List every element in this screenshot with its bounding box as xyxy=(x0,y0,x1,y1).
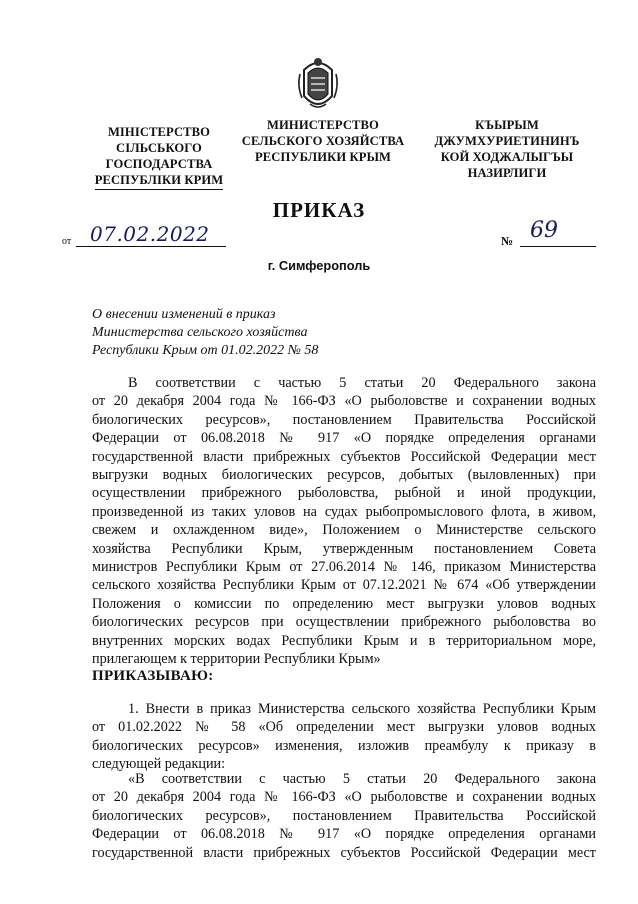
order-item-1: 1. Внести в приказ Министерства сельского хозяйства Республики Крым от 01.02.2022 № 58 «Об определении мест выгрузки уловов водных биологических ресурсов» изменения, изложив преамбулу к приказу в следующей редакции: xyxy=(92,701,596,773)
coat-of-arms-icon xyxy=(296,54,340,114)
ministry-russian-name: МИНИСТЕРСТВО СЕЛЬСКОГО ХОЗЯЙСТВА РЕСПУБЛИКИ КРЫМ xyxy=(241,118,405,164)
order-subject: О внесении изменений в приказ Министерства сельского хозяйства Республики Крым от 01.02.2022 № 58 xyxy=(92,307,319,358)
city-name: г. Симферополь xyxy=(267,258,371,273)
number-label: № xyxy=(501,234,514,248)
handwritten-number: 69 xyxy=(530,218,558,243)
date-label: от xyxy=(62,236,72,247)
ministry-crimean-tatar-name: КЪЫРЫМ ДЖУМХУРИЕТИНИНЪ КОЙ ХОДЖАЛЫГЪЫ НАЗИРЛИГИ xyxy=(434,118,580,180)
preamble-paragraph: В соответствии с частью 5 статьи 20 Федерального закона от 20 декабря 2004 года № 166-ФЗ «О рыболовстве и сохранении водных биологических ресурсов», постановлением Правительства Российской Федерации от 06.08.2018 № 917 «О порядке определения органами государственной власти прибрежных субъектов Российской Федерации мест выгрузки водных биологических ресурсов, добытых (выловленных) при осуществлении прибрежного рыболовства, рыбной и иной продукции, произведенной из таких уловов на судах рыбопромыслового флота, в живом, свежем и охлажденном виде», Положением о Министерстве сельского хозяйства Республики Крым, утвержденным постановлением Совета министров Республики Крым от 27.06.2014 № 146, приказом Министерства сельского хозяйства Республики Крым от 07.12.2021 № 674 «Об утверждении Положения о комиссии по определению мест выгрузки уловов водных биологических ресурсов при осуществлении прибрежного рыболовства во внутренних морских водах Республики Крым и в территориальном море, прилегающем к территории Республики Крым» xyxy=(92,375,596,668)
number-underline xyxy=(520,246,596,247)
new-preamble-quote: «В соответствии с частью 5 статьи 20 Федерального закона от 20 декабря 2004 года № 166-ФЗ «О рыболовстве и сохранении водных биологических ресурсов», постановлением Правительства Российской Федерации от 06.08.2018 № 917 «О порядке определения органами государственной власти прибрежных субъектов Российской Федерации мест xyxy=(92,771,596,861)
date-underline xyxy=(76,246,226,247)
document-title: ПРИКАЗ xyxy=(272,198,366,222)
order-directive: ПРИКАЗЫВАЮ: xyxy=(92,668,214,684)
handwritten-date: 07.02.2022 xyxy=(90,222,210,246)
ministry-ukrainian-name: МІНІСТЕРСТВО СІЛЬСЬКОГО ГОСПОДАРСТВА РЕСПУБЛІКИ КРИМ xyxy=(78,124,240,190)
